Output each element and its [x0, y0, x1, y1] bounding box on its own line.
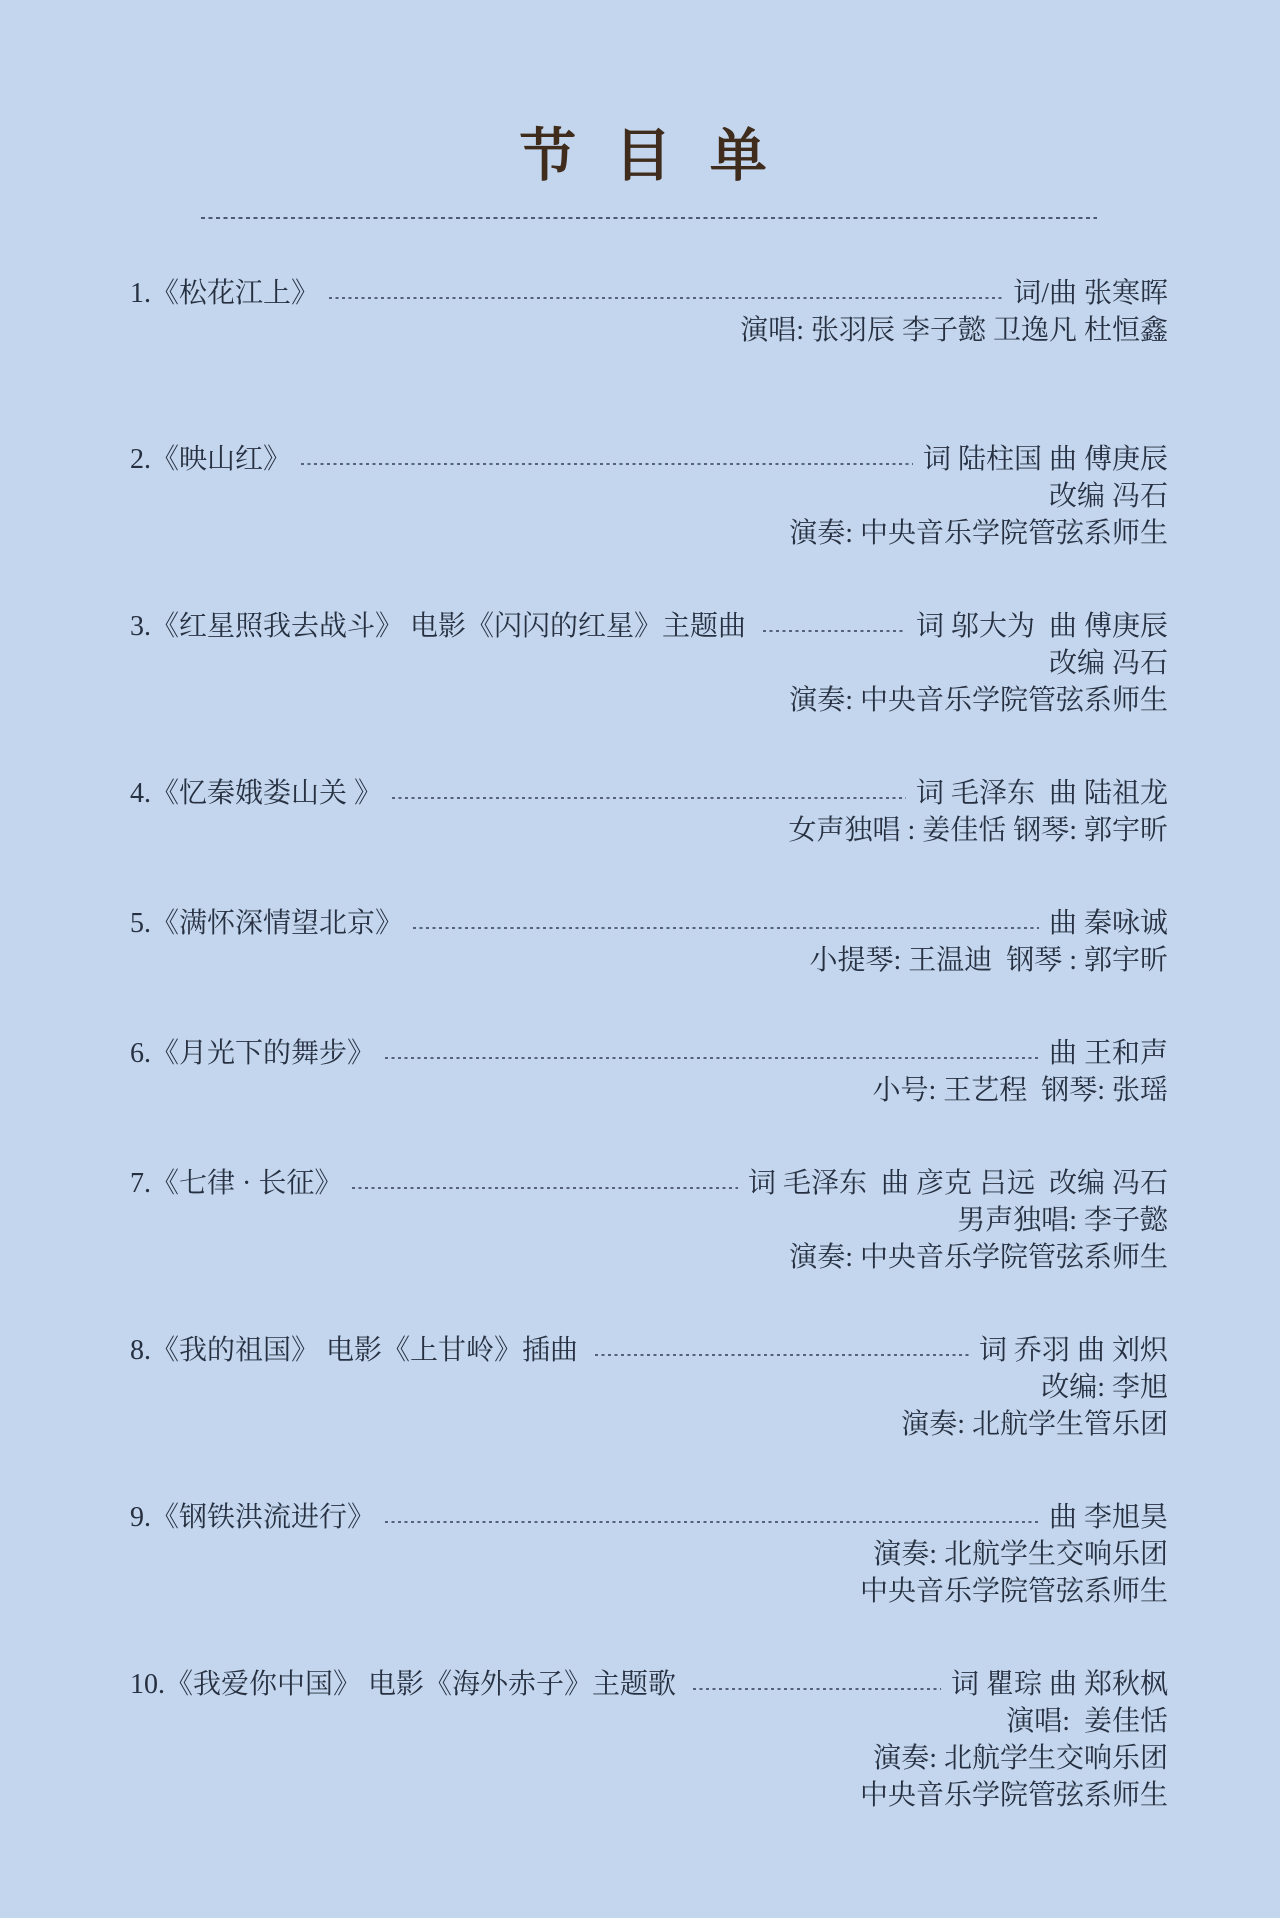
program-item-title-row — [130, 1035, 1168, 1072]
program-item-title-row — [130, 775, 1168, 812]
program-item-title: 2.《映山红》 — [130, 444, 292, 476]
dotted-leader — [352, 1187, 738, 1189]
program-item-title-row — [130, 608, 1168, 645]
program-item — [130, 1499, 1168, 1610]
program-item-credit-line: 小号: 王艺程 钢琴: 张瑶 — [872, 1075, 1168, 1107]
program-item-title: 3.《红星照我去战斗》 电影《闪闪的红星》主题曲 — [130, 611, 754, 643]
program-item-title: 10.《我爱你中国》 电影《海外赤子》主题歌 — [130, 1669, 684, 1701]
program-list — [130, 275, 1168, 1814]
program-item-credit-line: 演唱: 张羽辰 李子懿 卫逸凡 杜恒鑫 — [740, 315, 1168, 347]
program-item-credit: 词/曲 张寒晖 — [1013, 278, 1168, 310]
program-item-credit-line: 演奏: 北航学生管乐团 — [901, 1409, 1168, 1441]
program-item-title-row — [130, 905, 1168, 942]
program-item — [130, 608, 1168, 719]
dotted-leader — [693, 1688, 941, 1690]
program-item-title-row — [130, 1332, 1168, 1369]
program-item-credit-line: 演奏: 中央音乐学院管弦系师生 — [789, 518, 1168, 550]
program-item-credit-line: 女声独唱 : 姜佳恬 钢琴: 郭宇昕 — [788, 815, 1168, 847]
program-item-credit-line: 演奏: 中央音乐学院管弦系师生 — [789, 1242, 1168, 1274]
program-item-title-row — [130, 1666, 1168, 1703]
program-item-credit-line: 演奏: 北航学生交响乐团 — [873, 1743, 1168, 1775]
page-header — [130, 126, 1168, 219]
program-item-credit-line: 男声独唱: 李子懿 — [957, 1205, 1168, 1237]
program-item-credit-line: 中央音乐学院管弦系师生 — [859, 1576, 1168, 1608]
program-item-credit-line: 演唱: 姜佳恬 — [1006, 1706, 1168, 1738]
program-item-title: 5.《满怀深情望北京》 — [130, 908, 404, 940]
program-item-credit: 曲 秦咏诚 — [1048, 908, 1168, 940]
program-item-credit: 曲 王和声 — [1048, 1038, 1168, 1070]
dotted-leader — [595, 1354, 969, 1356]
program-item — [130, 1035, 1168, 1109]
program-item-title: 9.《钢铁洪流进行》 — [130, 1502, 376, 1534]
program-item-credit: 词 陆柱国 曲 傅庚辰 — [922, 444, 1168, 476]
program-item-credit: 词 毛泽东 曲 陆祖龙 — [915, 778, 1168, 810]
program-item — [130, 1666, 1168, 1814]
dotted-leader — [385, 1521, 1039, 1523]
dotted-leader — [763, 630, 906, 632]
program-item-title: 4.《忆秦娥娄山关 》 — [130, 778, 383, 810]
program-item — [130, 775, 1168, 849]
title-separator — [201, 217, 1097, 220]
program-item — [130, 441, 1168, 552]
program-item — [130, 275, 1168, 349]
program-item-credit: 曲 李旭昊 — [1048, 1502, 1168, 1534]
dotted-leader — [392, 797, 906, 799]
program-item-credit-line: 演奏: 中央音乐学院管弦系师生 — [789, 685, 1168, 717]
program-item-credit: 词 乔羽 曲 刘炽 — [978, 1335, 1168, 1367]
program-item-title-row — [130, 1499, 1168, 1536]
program-item-title: 6.《月光下的舞步》 — [130, 1038, 376, 1070]
page-title: 节 目 单 — [519, 125, 779, 188]
program-item-credit-line: 改编 冯石 — [1048, 481, 1168, 513]
program-item-title: 8.《我的祖国》 电影《上甘岭》插曲 — [130, 1335, 586, 1367]
program-item-credit-line: 改编 冯石 — [1048, 648, 1168, 680]
program-item-title: 7.《七律 · 长征》 — [130, 1168, 343, 1200]
dotted-leader — [301, 463, 913, 465]
program-item-credit: 词 邬大为 曲 傅庚辰 — [915, 611, 1168, 643]
program-item — [130, 905, 1168, 979]
program-item-credit: 词 瞿琮 曲 郑秋枫 — [950, 1669, 1168, 1701]
program-item-title-row — [130, 441, 1168, 478]
program-item-credit-line: 中央音乐学院管弦系师生 — [859, 1780, 1168, 1812]
program-item-title-row — [130, 1165, 1168, 1202]
program-item — [130, 1165, 1168, 1276]
dotted-leader — [413, 927, 1039, 929]
dotted-leader — [385, 1057, 1039, 1059]
program-item-title: 1.《松花江上》 — [130, 278, 320, 310]
program-item-credit-line: 演奏: 北航学生交响乐团 — [873, 1539, 1168, 1571]
program-item-credit: 词 毛泽东 曲 彦克 吕远 改编 冯石 — [747, 1168, 1168, 1200]
program-item-title-row — [130, 275, 1168, 312]
program-item — [130, 1332, 1168, 1443]
program-item-credit-line: 小提琴: 王温迪 钢琴 : 郭宇昕 — [809, 945, 1168, 977]
dotted-leader — [329, 297, 1003, 299]
program-item-credit-line: 改编: 李旭 — [1041, 1372, 1168, 1404]
